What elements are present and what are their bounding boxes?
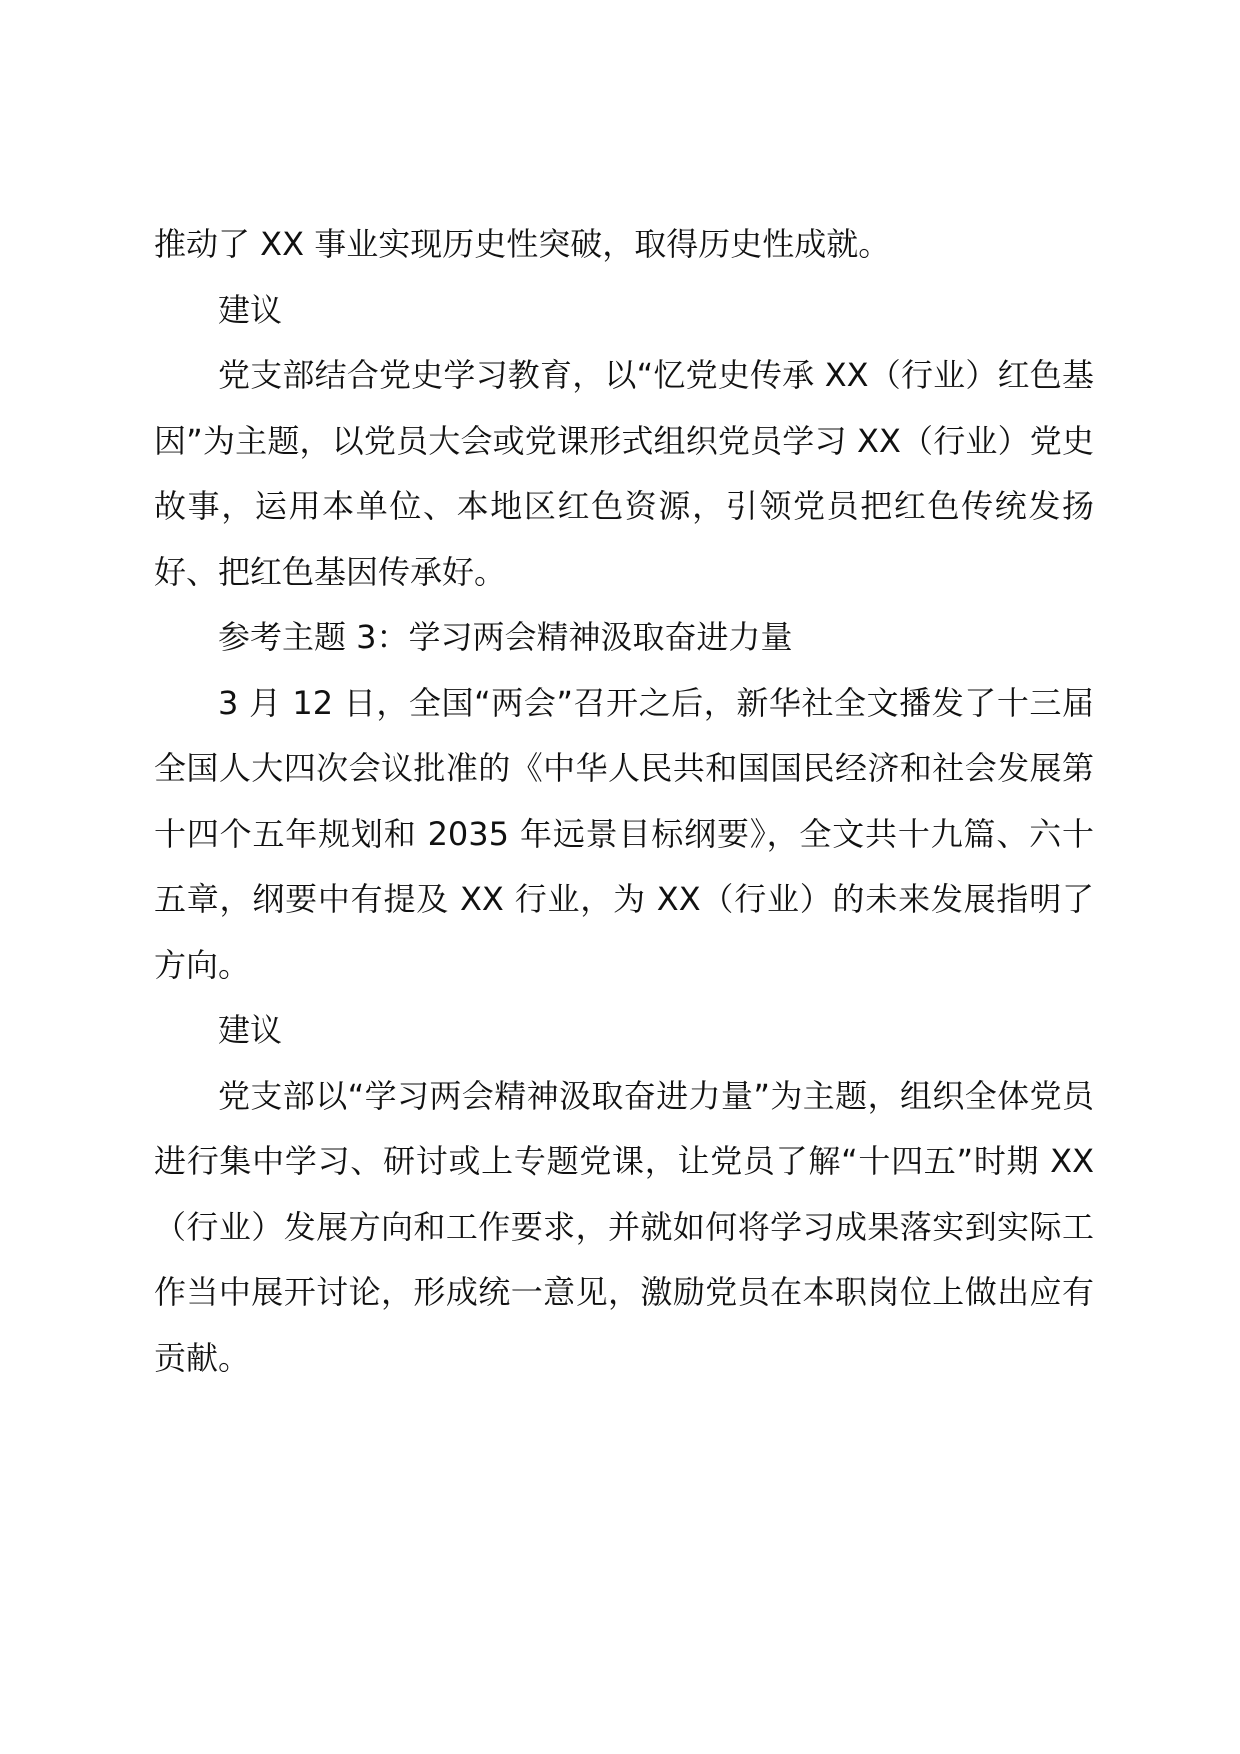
paragraph-topic-3: 3 月 12 日，全国“两会”召开之后，新华社全文播发了十三届全国人大四次会议批准的《中华人民共和国国民经济和社会发展第十四个五年规划和 2035 年远景目标纲要》，全文共十九篇、六十五章，纲要中有提及 XX 行业，为 XX（行业）的未来发展指明了方向。: [154, 683, 1094, 984]
heading-suggestion: 建议: [218, 1011, 283, 1049]
paragraph-suggestion-2: 党支部以“学习两会精神汲取奋进力量”为主题，组织全体党员进行集中学习、研讨或上专题党课，让党员了解“十四五”时期 XX（行业）发展方向和工作要求，并就如何将学习成果落实到实际工作当中展开讨论，形成统一意见，激励党员在本职岗位上做出应有贡献。: [154, 1076, 1094, 1377]
document-body: [154, 212, 1094, 1391]
paragraph-suggestion-1: 党支部结合党史学习教育，以“忆党史传承 XX（行业）红色基因”为主题，以党员大会或党课形式组织党员学习 XX（行业）党史故事，运用本单位、本地区红色资源，引领党员把红色传统发扬好、把红色基因传承好。: [154, 356, 1094, 591]
heading-suggestion: 建议: [218, 290, 283, 329]
paragraph-continuation: 推动了 XX 事业实现历史性突破，取得历史性成就。: [154, 225, 891, 263]
heading-topic-3: 参考主题 3：学习两会精神汲取奋进力量: [218, 618, 793, 656]
